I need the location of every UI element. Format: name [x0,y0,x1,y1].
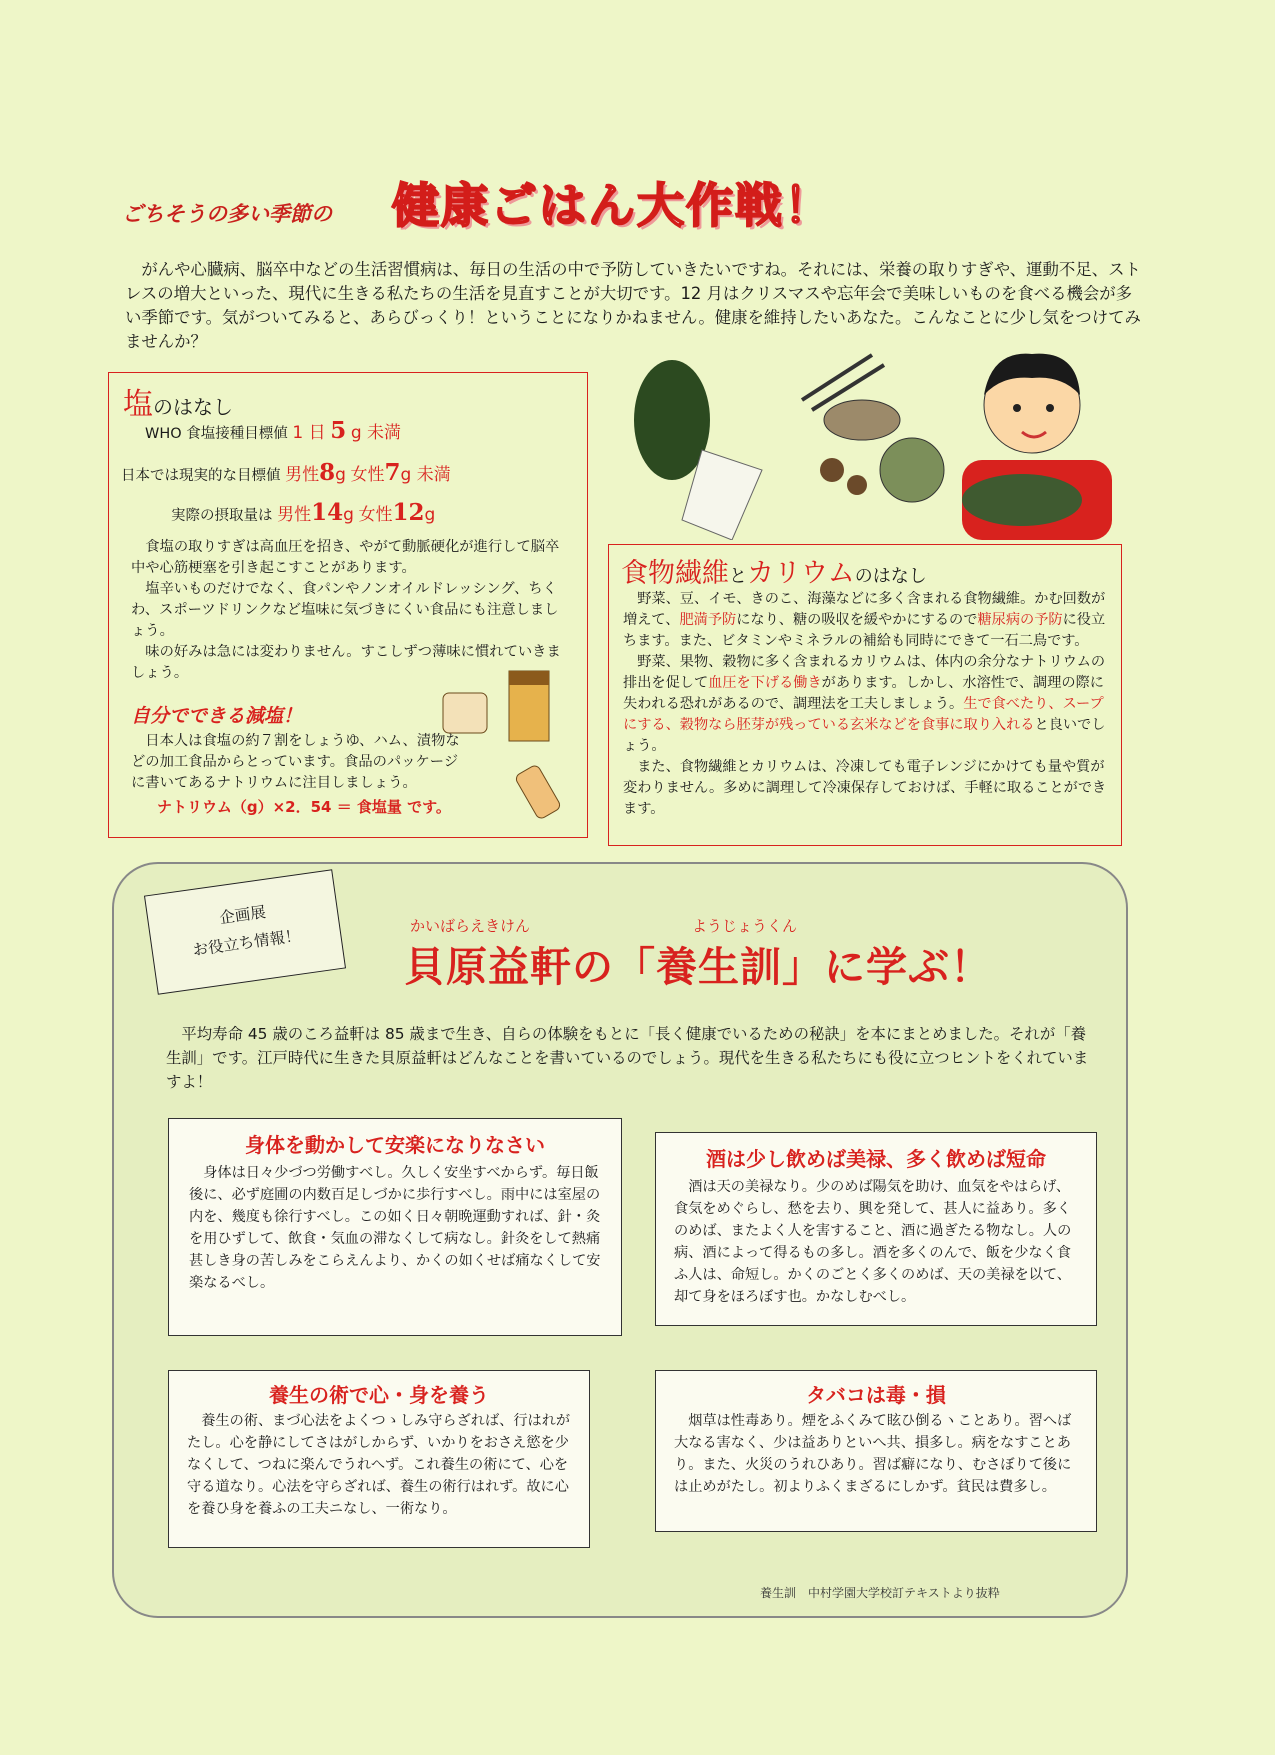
scroll-body: 養生の術、まづ心法をよくつゝしみ守らざれば、行はれがたし。心を静にしてさはがしからず、いかりをおさえ慾を少なくして、つねに楽んでうれへず。これ養生の術にて、心を守る道なり。心法を守らざれば、養生の術行はれず。故に心を養ひ身を養ふの工夫ニなし、一術なり。 [187,1413,571,1517]
header-pretitle: ごちそうの多い季節の [122,202,332,226]
scroll-body: 烟草は性毒あり。煙をふくみて眩ひ倒るヽことあり。習へば大なる害なく、少は益ありといへ共、損多し。病をなすことあり。また、火災のうれひあり。習ば癖になり、むさぼりて後には止めがたし。初よりふくまざるにしかず。貧民は費多し。 [674,1413,1072,1495]
scroll-sake [655,1132,1097,1326]
ruby-kaibara: かいばらえきけん [410,917,531,935]
scroll-tobacco [655,1370,1097,1532]
page-title: 健康ごはん大作戦！ [392,179,833,234]
vegetables-boy-illustration [622,350,1122,540]
salt-tips-body: 日本人は食塩の約７割をしょうゆ、ハム、漬物などの加工食品からとっています。食品のパッケージに書いてあるナトリウムに注目しましょう。 [131,733,460,791]
salt-section [108,372,588,838]
exhibit-tag: 企画展 お役立ち情報！ [144,869,346,994]
intro-text: がんや心臓病、脳卒中などの生活習慣病は、毎日の生活の中で予防していきたいですね。それには、栄養の取りすぎや、運動不足、ストレスの増大といった、現代に生きる私たちの生活を見直すことが大切です。12 月はクリスマスや忘年会で美味しいものを食べる機会が多い季節です。気がついてみると、あらびっくり！ということになりかねません。健康を維持したいあなた。こんなことに少し気をつけてみませんか？ [125,260,1141,351]
source-credit: 養生訓 中村学園大学校訂テキストより抜粋 [760,1586,1000,1600]
salt-formula: ナトリウム（g）×2．54 ＝ 食塩量 です。 [157,798,451,816]
salt-tips-title: 自分でできる減塩！ [131,705,303,727]
salt-japan-line: 日本では現実的な目標値 男性8g 女性7g 未満 [121,459,451,486]
fiber-potassium-section [608,544,1122,846]
scroll-title: タバコは毒・損 [806,1383,946,1407]
scroll-title: 養生の術で心・身を養う [269,1383,489,1407]
salt-body: 食塩の取りすぎは高血圧を招き、やがて動脈硬化が進行して脳卒中や心筋梗塞を引き起こすことがあります。 塩辛いものだけでなく、食パンやノンオイルドレッシング、ちくわ、スポーツドリンクなど塩味に気づきにくい食品にも注意しましょう。 味の好みは急には変わりません。すこしずつ薄味に慣れていきましょう。 [131,539,561,681]
salt-actual-line: 実際の摂取量は 男性14g 女性12g [171,499,436,526]
scroll-mind [168,1370,590,1548]
yojokun-intro: 平均寿命 45 歳のころ益軒は 85 歳まで生き、自らの体験をもとに「長く健康でいるための秘訣」を本にまとめました。それが「養生訓」です。江戸時代に生きた貝原益軒はどんなことを書いているのでしょう。現代を生きる私たちにも役に立つヒントをくれていますよ！ [166,1025,1089,1091]
yojokun-title: 貝原益軒の「養生訓」に学ぶ！ [404,943,992,991]
scroll-exercise [168,1118,622,1336]
fiber-title: 食物繊維とカリウムのはなし [621,558,927,589]
scroll-body: 身体は日々少づつ労働すべし。久しく安坐すべからず。毎日飯後に、必ず庭圃の内数百足しづかに歩行すべし。雨中には室屋の内を、幾度も徐行すべし。この如く日々朝晩運動すれば、針・灸を用ひずして、飲食・気血の滞なくして病なし。針灸をして熱痛甚しき身の苦しみをこらえんより、かくの如くせば痛なくして安楽なるべし。 [189,1165,601,1291]
scroll-body: 酒は天の美禄なり。少のめば陽気を助け、血気をやはらげ、食気をめぐらし、愁を去り、興を発して、甚人に益あり。多くのめば、またよく人を害すること、酒に過ぎたる物なし。人の病、酒によって得るもの多し。酒を多くのんで、飯を少なく食ふ人は、命短し。かくのごとく多くのめば、天の美禄を以て、却て身をほろぼす也。かなしむべし。 [674,1179,1072,1305]
salt-title: 塩のはなし [123,387,233,422]
salt-who-line: WHO 食塩接種目標値 1 日 5 g 未満 [145,417,402,444]
scroll-title: 酒は少し飲めば美禄、多く飲めば短命 [706,1147,1046,1171]
fiber-body: 野菜、豆、イモ、きのこ、海藻などに多く含まれる食物繊維。かむ回数が増えて、肥満予防になり、糖の吸収を緩やかにするので糖尿病の予防に役立ちます。また、ビタミンやミネラルの補給も同時にできて一石二鳥です。 野菜、果物、穀物に多く含まれるカリウムは、体内の余分なナトリウムの排出を促して血圧を下げる働きがあります。しかし、水溶性で、調理の際に失われる恐れがあるので、調理法を工夫しましょう。生で食べたり、スープにする、穀物なら胚芽が残っている玄米などを食事に取り入れると良いでしょう。 また、食物繊維とカリウムは、冷凍しても電子レンジにかけても量や質が変わりません。多めに調理して冷凍保存しておけば、手軽に取ることができます。 [623,591,1107,817]
processed-food-illustration [439,663,579,823]
ruby-yojokun: ようじょうくん [692,917,798,935]
scroll-title: 身体を動かして安楽になりなさい [245,1133,545,1157]
